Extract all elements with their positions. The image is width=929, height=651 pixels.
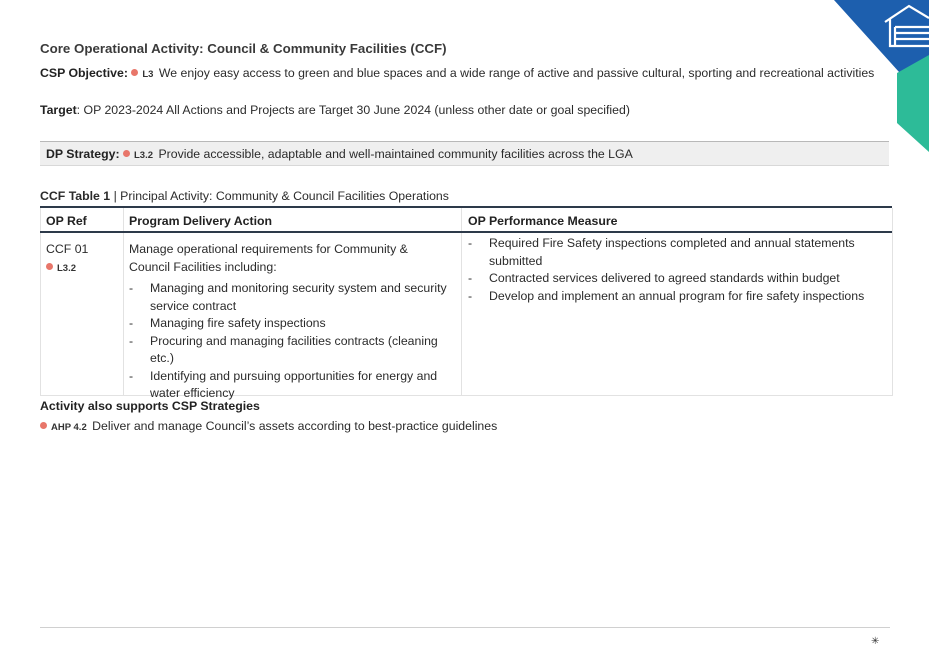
list-item: - Managing and monitoring security system and security service contract <box>129 280 451 315</box>
op-ref-value: CCF 01 <box>46 242 89 256</box>
list-item: - Contracted services delivered to agreed standards within budget <box>468 270 888 288</box>
table-caption <box>40 188 449 206</box>
strategy-dot-icon <box>123 150 130 157</box>
target-label: Target <box>40 103 77 117</box>
target-line <box>40 102 890 120</box>
op-ref-code: L3.2 <box>57 262 77 274</box>
strategy-dot-icon <box>131 69 138 76</box>
also-supports-title: Activity also supports CSP Strategies <box>40 399 260 413</box>
list-item: - Develop and implement an annual program for fire safety inspections <box>468 288 888 306</box>
page-title: Core Operational Activity: Council & Community Facilities (CCF) <box>40 41 447 56</box>
measure-list <box>468 235 888 305</box>
table-header-op-ref: OP Ref <box>46 214 87 228</box>
strategy-dot-icon <box>46 263 53 270</box>
dp-strategy-label: DP Strategy: <box>46 147 120 161</box>
table-header-row <box>40 208 892 233</box>
action-intro: Manage operational requirements for Community & Council Facilities including: <box>129 242 408 274</box>
action-list <box>129 280 451 403</box>
csp-objective-label: CSP Objective: <box>40 66 128 80</box>
also-supports-code: AHP 4.2 <box>51 422 87 433</box>
csp-objective <box>40 65 890 84</box>
dp-strategy-code: L3.2 <box>134 150 154 161</box>
table-cell-ref <box>46 241 120 277</box>
list-item: - Managing fire safety inspections <box>129 315 451 333</box>
csp-objective-code: L3 <box>142 69 154 80</box>
strategy-dot-icon <box>40 422 47 429</box>
list-item: - Identifying and pursuing opportunities for energy and water efficiency <box>129 368 451 403</box>
dp-strategy-box <box>40 141 889 166</box>
dp-strategy-text: Provide accessible, adaptable and well-maintained community facilities across the LGA <box>158 147 633 161</box>
table-cell-measure <box>468 235 888 305</box>
also-supports-text: Deliver and manage Council’s assets according to best-practice guidelines <box>92 419 498 433</box>
house-garage-icon <box>881 0 929 50</box>
footer-logo-icon: ✳ <box>871 636 880 647</box>
csp-objective-text: We enjoy easy access to green and blue spaces and a wide range of active and passive cultural, sporting and recreational activities <box>158 66 875 80</box>
table-header-program-delivery-action: Program Delivery Action <box>129 214 273 228</box>
target-text: : OP 2023-2024 All Actions and Projects are Target 30 June 2024 (unless other date or goal specified) <box>76 103 630 117</box>
list-item: - Required Fire Safety inspections completed and annual statements submitted <box>468 235 888 270</box>
also-supports-item <box>40 418 497 437</box>
footer-divider <box>40 627 890 628</box>
corner-decoration-green <box>897 55 929 152</box>
table-column-ref <box>40 208 124 396</box>
table-cell-action <box>129 241 451 403</box>
table-caption-title: CCF Table 1 <box>40 189 111 203</box>
table-caption-subtitle: | Principal Activity: Community & Council Facilities Operations <box>110 189 449 203</box>
list-item: - Procuring and managing facilities contracts (cleaning etc.) <box>129 333 451 368</box>
table-header-op-performance-measure: OP Performance Measure <box>468 214 618 228</box>
ccf-table <box>40 206 892 400</box>
